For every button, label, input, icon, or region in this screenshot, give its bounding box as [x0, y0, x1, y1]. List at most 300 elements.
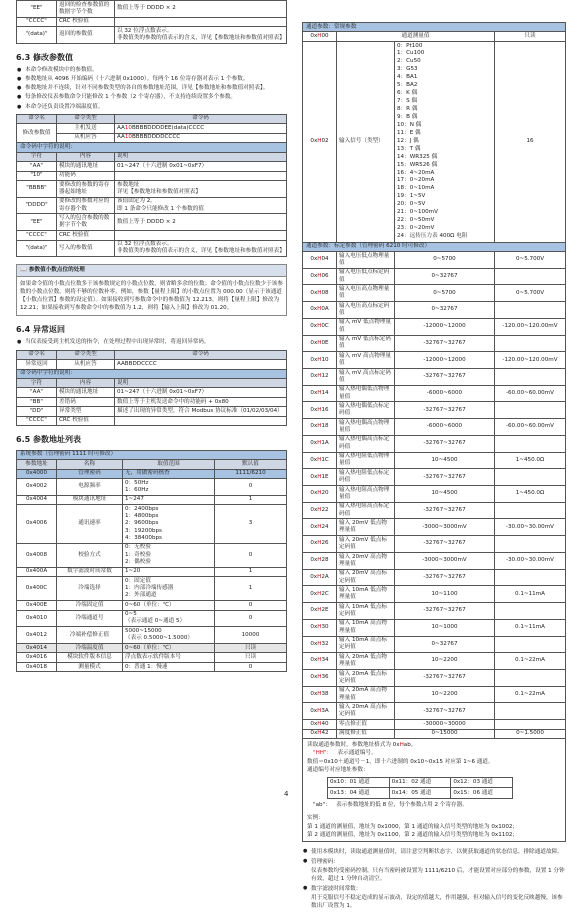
field-char: "CCCC"	[17, 416, 57, 425]
calib-range: 0~5700	[395, 251, 495, 268]
field-char: "CCCC"	[17, 231, 57, 240]
col-header: 命令码	[115, 350, 287, 359]
field-char: "EE"	[17, 214, 57, 231]
input-option: 0：Pt100	[397, 42, 423, 49]
param-name: 模块通讯地址	[57, 495, 123, 504]
calib-name: 输入 mV 低点标定码值	[337, 335, 395, 352]
calib-name: 输入电压低点物理量值	[337, 251, 395, 268]
param-address: 0x4012	[17, 627, 57, 644]
table-row	[303, 720, 566, 729]
param-name: 电源频率	[57, 479, 123, 496]
field-band: 命令码中字符的说明：	[17, 143, 287, 152]
input-option: 21：0~100mV	[397, 209, 438, 216]
field-description: 以 32 位浮点数表示。 非数值类的参数的值表示的含义，详见【参数地址和参数值对照表】	[115, 240, 287, 257]
calib-name: 输入热电阻高点标定码值	[337, 502, 395, 519]
col-header: 说明	[115, 152, 287, 161]
calib-name: 输入 20mA 高点物理量值	[337, 686, 395, 703]
table-row	[303, 335, 566, 352]
param-default: 只读	[215, 653, 287, 662]
param-address: 0x4004	[17, 495, 57, 504]
table-row	[303, 469, 566, 486]
calib-range: 10~4500	[395, 452, 495, 469]
calib-default	[495, 302, 566, 319]
param-address: 0x400C	[17, 577, 57, 601]
col-header: 说明	[115, 379, 287, 388]
param-address: 0x4016	[17, 653, 57, 662]
calib-default: 0~5.700V	[495, 251, 566, 268]
input-option: 14：WR325 偶	[397, 153, 438, 160]
param-address: 0x4008	[17, 543, 57, 567]
calib-address: 0xH18	[303, 419, 337, 436]
input-option: 15：WR526 偶	[397, 161, 438, 168]
param-name: 冷端温度值	[57, 644, 123, 653]
table-row	[303, 653, 566, 670]
calib-default: 1~450.0Ω	[495, 452, 566, 469]
section-6-3-title: 6.3 修改参数值	[16, 52, 73, 62]
param-range: 5000~15000 （表示 0.5000~1.5000）	[123, 627, 215, 644]
field-content: 返回的检查参数值的数据字节个数	[57, 1, 115, 18]
param-default: 10000	[215, 627, 287, 644]
calib-name: 输入热电阻低点物理量值	[337, 452, 395, 469]
param-address: 0x4006	[17, 505, 57, 544]
field-char: "BBBB"	[17, 180, 57, 197]
calib-address: 0xH14	[303, 385, 337, 402]
table-row	[17, 567, 287, 576]
calib-range: 0~32767	[395, 268, 495, 285]
param-range: 浮点数表示软件版本号	[123, 653, 215, 662]
measure-address: 0xH00	[303, 32, 337, 41]
command-code: AA10BBBBDDDDCCCC	[115, 133, 287, 142]
field-char: "(data)"	[17, 240, 57, 257]
table-row	[303, 603, 566, 620]
param-address: 0x400A	[17, 567, 57, 576]
param-name: 测量模式	[57, 662, 123, 671]
calib-default	[495, 335, 566, 352]
table-row	[303, 686, 566, 703]
calib-name: 输入电压低点标定码值	[337, 268, 395, 285]
field-char: "(data)"	[17, 27, 57, 44]
field-description: 数值上等于 DDDD × 2	[115, 214, 287, 231]
calib-range: -6000~6000	[395, 419, 495, 436]
col-header: 字符	[17, 379, 57, 388]
col-header: 命令码	[115, 114, 287, 123]
field-description: 以 32 位浮点数表示。 非数值类的参数的值表示的含义，详见【参数地址和参数值对照表】	[115, 27, 287, 44]
input-option: 2：Cu50	[397, 58, 421, 65]
param-address: 0x4018	[17, 662, 57, 671]
param-default: 1	[215, 577, 287, 601]
table-row	[303, 586, 566, 603]
col-header: 命令类型	[57, 350, 115, 359]
top-table	[16, 0, 287, 44]
table-row	[17, 495, 287, 504]
calib-default: -30.00~30.00mV	[495, 552, 566, 569]
table-row	[17, 162, 287, 171]
calib-default	[495, 569, 566, 586]
calib-range: -3000~3000mV	[395, 519, 495, 536]
channel-code-cell: 0x12：03 通道	[451, 777, 513, 788]
calib-name: 输入 20mV 低点标定码值	[337, 536, 395, 553]
param-default: 0	[215, 610, 287, 627]
measure-readonly: 只读	[495, 32, 566, 41]
calib-name: 输入 20mA 低点标定码值	[337, 669, 395, 686]
field-content: 写入的包含参数的数据字节个数	[57, 214, 115, 231]
calib-name: 输入热电阻低点标定码值	[337, 469, 395, 486]
decimal-note-box	[16, 264, 287, 316]
calib-range: -32767~32767	[395, 502, 495, 519]
param-range: 无，用做密码核查	[123, 469, 215, 478]
col-header: 内容	[57, 379, 115, 388]
table-row	[17, 662, 287, 671]
table-row	[303, 302, 566, 319]
field-description: 该值固定为 2。 即 1 条命令只能修改 1 个参数的值	[115, 197, 287, 214]
table-row	[17, 388, 287, 397]
calib-default: -30.00~30.00mV	[495, 519, 566, 536]
table-row	[303, 519, 566, 536]
param-name: 校验方式	[57, 543, 123, 567]
input-option: 12：J 偶	[397, 137, 419, 144]
table-row	[328, 788, 513, 799]
table-row	[303, 703, 566, 720]
section-6-4-title: 6.4 异常返回	[16, 325, 65, 334]
param-range: 0：50Hz 1：60Hz	[123, 479, 215, 496]
param-range: 0：2400bps 1：4800bps 2：9600bps 3：19200bps 4：38400bps	[123, 505, 215, 544]
param-default: 1111/6210	[215, 469, 287, 478]
calib-name: 满度修正值	[337, 729, 395, 738]
right-notes	[302, 848, 566, 910]
calib-default: 0.1~22mA	[495, 653, 566, 670]
command-code: AABBDDCCCC	[115, 360, 287, 369]
param-default: 0	[215, 662, 287, 671]
calib-default	[495, 268, 566, 285]
table-row	[303, 419, 566, 436]
table-row	[303, 385, 566, 402]
table-row	[17, 577, 287, 601]
table-row	[17, 1, 287, 18]
param-address: 0x4000	[17, 469, 57, 478]
section-6-3-bullets	[16, 67, 287, 111]
table-row	[303, 502, 566, 519]
calib-range: -30000~30000	[395, 720, 495, 729]
calib-address: 0xH1A	[303, 435, 337, 452]
calib-range: -32767~32767	[395, 603, 495, 620]
calib-default	[495, 536, 566, 553]
param-default: 0	[215, 479, 287, 496]
input-type-options	[395, 41, 495, 242]
calib-name: 输入热电阻高点物理量值	[337, 486, 395, 503]
calib-default: 0.1~11mA	[495, 586, 566, 603]
calib-name: 输入电压高点标定码值	[337, 302, 395, 319]
calib-name: 输入电压高点物理量值	[337, 285, 395, 302]
calib-address: 0xH2E	[303, 603, 337, 620]
calib-range: -32767~32767	[395, 402, 495, 419]
field-description: 数值上等于主机发送命令中的功能码 + 0x80	[115, 397, 287, 406]
calib-address: 0xH42	[303, 729, 337, 738]
calib-range: -32767~32767	[395, 536, 495, 553]
col-header: 命令名	[17, 350, 57, 359]
calib-range: 0~32767	[395, 636, 495, 653]
calib-range: 10~1100	[395, 586, 495, 603]
left-column	[16, 0, 287, 672]
field-char: "AA"	[17, 388, 57, 397]
table-row	[303, 251, 566, 268]
input-option: 16：4~20mA	[397, 169, 435, 176]
col-header: 默认值	[215, 460, 287, 469]
calib-name: 输入热电偶低点物理量值	[337, 385, 395, 402]
input-type-name: 输入信号（类型）	[337, 41, 395, 242]
calib-name: 输入 10mA 高点物理量值	[337, 619, 395, 636]
input-option: 11：E 偶	[397, 129, 421, 136]
calib-address: 0xH0E	[303, 335, 337, 352]
calib-name: 输入 mV 高点物理量值	[337, 352, 395, 369]
calib-default	[495, 435, 566, 452]
table-row	[17, 610, 287, 627]
table-row	[17, 407, 287, 416]
bullet-item: ● 当仪表接受到主机发送的指令，在处理过程中出现异常时，将返回异常码。	[16, 339, 287, 346]
calib-default	[495, 502, 566, 519]
input-type-address: 0xH02	[303, 41, 337, 242]
system-param-table	[16, 450, 287, 673]
calib-address: 0xH1C	[303, 452, 337, 469]
calib-address: 0xH32	[303, 636, 337, 653]
field-char: "DDDD"	[17, 197, 57, 214]
table-row	[303, 569, 566, 586]
command-name: 异常返回	[17, 360, 57, 369]
param-address: 0x4010	[17, 610, 57, 627]
bullet-item: ● 参数地址并不连续，针对不同参数类型的各自的参数地址范围，详见【参数地址和参数值对照表】。	[16, 85, 287, 92]
channel-calib-band: 通道参数：标定参数（管理密码 6210 时可修改）	[303, 242, 566, 251]
calib-range: 10~2200	[395, 686, 495, 703]
system-param-band: 系统参数（管理密码 1111 时可修改）	[17, 450, 287, 459]
section-6-5-title: 6.5 参数地址列表	[16, 435, 81, 445]
input-option: 8：R 偶	[397, 106, 418, 112]
field-content: 返回的参数值	[57, 27, 115, 44]
param-name: 冷端固定值	[57, 601, 123, 610]
measure-name: 通道测量值	[337, 32, 495, 41]
param-range: 0~5 （表示通道 0~通道 5）	[123, 610, 215, 627]
table-row	[17, 171, 287, 180]
param-address: 0x400E	[17, 601, 57, 610]
calib-default	[495, 636, 566, 653]
table-row	[17, 479, 287, 496]
channel-general-band: 通道参数：常规参数	[303, 23, 566, 32]
calib-default	[495, 369, 566, 386]
calib-range: -12000~12000	[395, 318, 495, 335]
param-default: 只读	[215, 644, 287, 653]
field-char: "DD"	[17, 407, 57, 416]
input-option: 13：T 偶	[397, 145, 421, 152]
calib-address: 0xH12	[303, 369, 337, 386]
bullet-item: ● 本命令还负责设置冷端温度值。	[16, 104, 287, 111]
field-description: 01~247（十六进制 0x01~0xF7）	[115, 388, 287, 397]
field-description: 01~247（十六进制 0x01~0xF7）	[115, 162, 287, 171]
table-row	[303, 268, 566, 285]
field-content: CRC 校验值	[57, 416, 115, 425]
calib-name: 输入 10mA 低点标定码值	[337, 603, 395, 620]
table-row	[17, 240, 287, 257]
calib-name: 输入 mV 高点标定码值	[337, 369, 395, 386]
calib-range: -32767~32767	[395, 335, 495, 352]
channel-param-table	[302, 22, 566, 739]
bullet-item: ● 管理密码： 仪表参数均受密码控制，只有当密码被设置为 1111/6210 后，才能设置对应部分的参数，设置 1 分钟有效，超过 1 分钟自动清空。	[302, 858, 566, 883]
book-icon: 📖	[20, 266, 27, 273]
calib-default: -120.00~120.00mV	[495, 318, 566, 335]
table-row	[303, 669, 566, 686]
param-address: 0x4002	[17, 479, 57, 496]
field-band: 命令码中字符的说明：	[17, 369, 287, 378]
input-option: 4：BA1	[397, 74, 418, 81]
table-row	[303, 435, 566, 452]
col-header: 取值范围	[123, 460, 215, 469]
calib-range: 0~32767	[395, 302, 495, 319]
calib-range: 10~1000	[395, 619, 495, 636]
col-header: 字符	[17, 152, 57, 161]
calib-name: 零点修正值	[337, 720, 395, 729]
table-row	[17, 469, 287, 478]
calib-name: 输入 20mV 高点标定码值	[337, 569, 395, 586]
calib-address: 0xH26	[303, 536, 337, 553]
param-default: 0	[215, 543, 287, 567]
calib-default: 0.1~11mA	[495, 619, 566, 636]
table-row	[303, 552, 566, 569]
calib-address: 0xH30	[303, 619, 337, 636]
bullet-item: ● 参数地址从 4096 开始编码（十六进制 0x1000）。每两个 16 位寄存器对表示 1 个参数。	[16, 76, 287, 83]
calib-name: 输入 mV 低点物理量值	[337, 318, 395, 335]
calib-address: 0xH20	[303, 486, 337, 503]
input-option: 23：0~20mV	[397, 225, 435, 232]
calib-name: 输入 20mA 高点标定码值	[337, 703, 395, 720]
calib-name: 输入 20mV 低点物理量值	[337, 519, 395, 536]
table-row	[17, 505, 287, 544]
input-type-default: 16	[495, 41, 566, 242]
field-content: CRC 校验值	[57, 231, 115, 240]
command-code: AA10BBBBDDDDEE(data)CCCC	[115, 124, 287, 133]
calib-range: -32767~32767	[395, 435, 495, 452]
table-row	[303, 369, 566, 386]
input-option: 5：BA2	[397, 82, 418, 89]
channel-code-cell: 0x14：05 通道	[389, 788, 451, 799]
field-content: 功能码	[57, 171, 115, 180]
calib-address: 0xH2C	[303, 586, 337, 603]
exception-command-table	[16, 350, 287, 427]
calib-address: 0xH16	[303, 402, 337, 419]
table-row	[303, 486, 566, 503]
calib-range: -12000~12000	[395, 352, 495, 369]
calib-address: 0xH40	[303, 720, 337, 729]
calib-range: -32767~32767	[395, 369, 495, 386]
modify-command-table	[16, 114, 287, 258]
param-range: 0：无校验 1：奇校验 2：偶校验	[123, 543, 215, 567]
input-option: 18：0~10mA	[397, 185, 435, 192]
calib-name: 输入热电偶高点物理量值	[337, 419, 395, 436]
channel-code-grid	[327, 777, 513, 799]
calib-default	[495, 703, 566, 720]
channel-code-cell: 0x13：04 通道	[328, 788, 390, 799]
table-row	[17, 231, 287, 240]
param-range: 1~247	[123, 495, 215, 504]
param-range: 0：普通 1：慢速	[123, 662, 215, 671]
param-name: 数字滤波时间常数	[57, 567, 123, 576]
table-row	[17, 644, 287, 653]
table-row	[17, 416, 287, 425]
input-option: 7：S 偶	[397, 98, 418, 105]
input-option: 22：0~50mV	[397, 217, 435, 224]
table-row	[17, 397, 287, 406]
field-description: 数值上等于 DDDD × 2	[115, 1, 287, 18]
calib-range: -6000~6000	[395, 385, 495, 402]
bullet-item: ● 每条修改仪表参数命令只能修改 1 个参数（2 个寄存器），不支持连续设置多个参数。	[16, 94, 287, 101]
calib-address: 0xH04	[303, 251, 337, 268]
col-header: 名称	[57, 460, 123, 469]
calib-address: 0xH28	[303, 552, 337, 569]
field-description: 描述了出现的异常类型，符合 Modbus 协议标准（01/02/03/04）	[115, 407, 287, 416]
table-row	[17, 653, 287, 662]
field-content: 差错码	[57, 397, 115, 406]
param-range: 0~60（单位：℃）	[123, 644, 215, 653]
table-row	[303, 352, 566, 369]
calib-address: 0xH06	[303, 268, 337, 285]
input-option: 10：N 偶	[397, 121, 422, 128]
calib-address: 0xH36	[303, 669, 337, 686]
table-row	[328, 777, 513, 788]
calib-name: 输入 20mV 高点物理量值	[337, 552, 395, 569]
param-default: 0	[215, 601, 287, 610]
input-option: 19：1~5V	[397, 193, 426, 200]
param-range: 0~60（单位：℃）	[123, 601, 215, 610]
channel-code-cell: 0x15：06 通道	[451, 788, 513, 799]
param-default: 3	[215, 505, 287, 544]
param-default: 1	[215, 495, 287, 504]
col-header: 内容	[57, 152, 115, 161]
calib-name: 输入热电偶高点标定码值	[337, 435, 395, 452]
table-row	[17, 27, 287, 44]
param-name: 冷端补偿修正值	[57, 627, 123, 644]
table-row	[303, 318, 566, 335]
calib-default: 0.1~22mA	[495, 686, 566, 703]
calib-address: 0xH34	[303, 653, 337, 670]
calib-range: 0~15000	[395, 729, 495, 738]
field-content: 写入的参数值	[57, 240, 115, 257]
field-content: 要修改的参数对应的寄存器个数	[57, 197, 115, 214]
calib-range: -3000~3000mV	[395, 552, 495, 569]
input-option: 6：K 偶	[397, 90, 418, 97]
field-description	[115, 171, 287, 180]
calib-address: 0xH1E	[303, 469, 337, 486]
calib-name: 输入热电偶低点标定码值	[337, 402, 395, 419]
table-row	[17, 627, 287, 644]
input-option: 20：0~5V	[397, 201, 426, 208]
calib-range: 10~2200	[395, 653, 495, 670]
col-header: 命令名	[17, 114, 57, 123]
table-row	[303, 285, 566, 302]
input-option: 17：0~20mA	[397, 177, 435, 184]
field-content: 模块的通讯地址	[57, 388, 115, 397]
param-name: 模块软件版本信息	[57, 653, 123, 662]
calib-range: -32767~32767	[395, 569, 495, 586]
calib-address: 0xH08	[303, 285, 337, 302]
table-row	[17, 17, 287, 26]
field-description	[115, 231, 287, 240]
calib-default: 0~5.700V	[495, 285, 566, 302]
calib-name: 输入 20mA 低点物理量值	[337, 653, 395, 670]
calib-range: 10~4500	[395, 486, 495, 503]
calib-default	[495, 669, 566, 686]
param-name: 管理密码	[57, 469, 123, 478]
bullet-item: ● 本命令修改模块中的参数值。	[16, 67, 287, 74]
calib-address: 0xH2A	[303, 569, 337, 586]
page-number: 4	[284, 790, 289, 798]
address-format-info: 读取通道参数时，参数地址格式为 0xHab。 "HH"： 表示通道编号。 数值＝0x10＋通道号－1，即十六进制的 0x10~0x15 对应第 1~6 通道。 通道编号对应地址参数： 0x10：01 通道 0x11：02 通道 0x12：03 通道 0x13：04 通道 0x14：05 通道 0x15：06 通道 "ab"： 表示参数地址的低 8 位，每个参数占用 2 个寄存器。 实例： 第 1 通道的测量值，地址为 0x1000，第 1 通道的输入信号类型的地址为 0x1002； 第 2 通道的测量值，地址为 0x1100，第 2 通道的输入信号类型的地址为 0x1102；	[302, 739, 566, 842]
calib-name: 输入 10mA 低点物理量值	[337, 586, 395, 603]
